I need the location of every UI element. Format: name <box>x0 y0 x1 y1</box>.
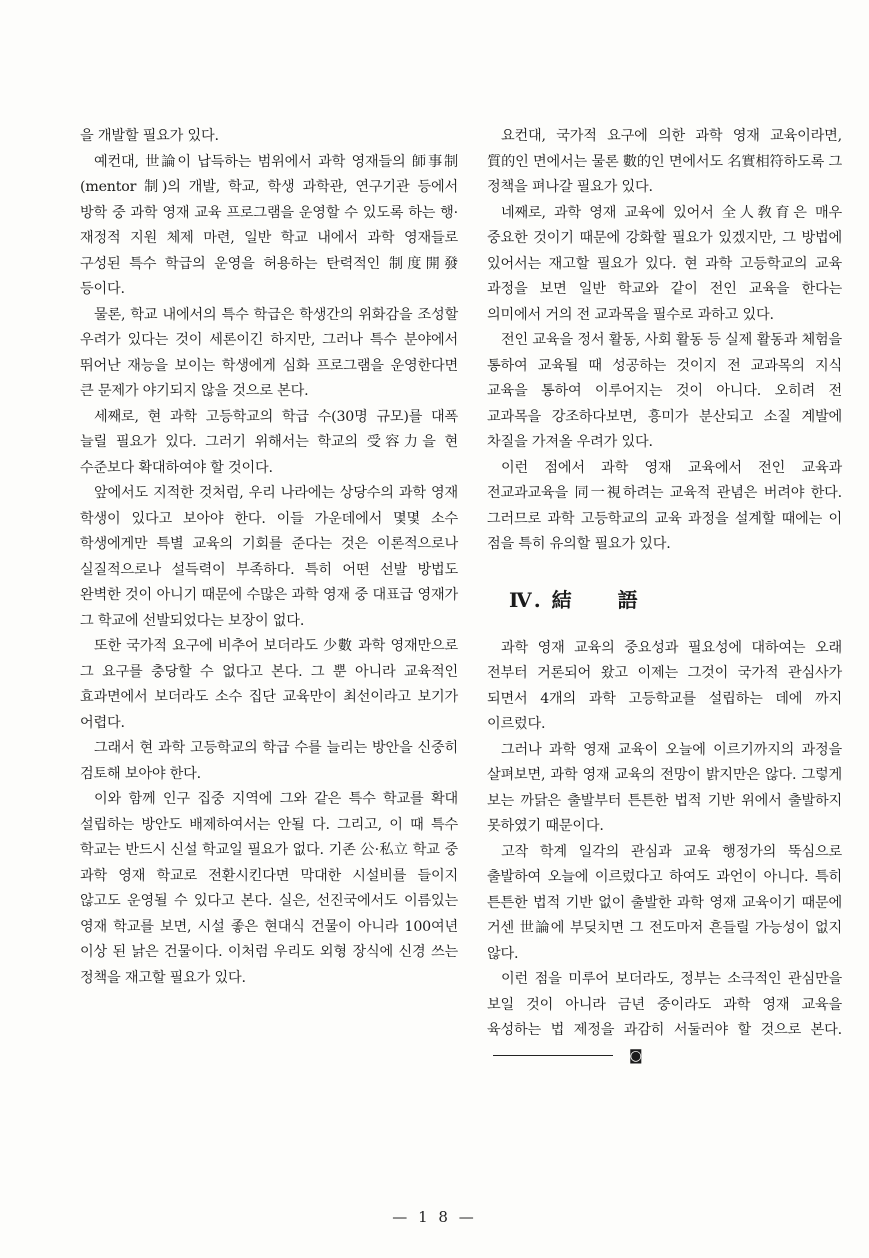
paragraph: 요컨대, 국가적 요구에 의한 과학 영재 교육이라면, 質的인 면에서는 물론 數的인 면에서도 名實相符하도록 그 정책을 펴나갈 필요가 있다. <box>487 128 842 195</box>
paragraph: 이런 점에서 과학 영재 교육에서 전인 교육과 전교과교육을 同一視하려는 교육적 관념은 버려야 한다. 그러므로 과학 고등학교의 교육 과정을 설계할 때에는 이 점을 특히 유의할 필요가 있다. <box>487 459 842 552</box>
right-column <box>487 124 842 1069</box>
paragraph: 네째로, 과학 영재 교육에 있어서 全人敎育은 매우 중요한 것이기 때문에 강화할 필요가 있겠지만, 그 방법에 있어서는 재고할 필요가 있다. 현 과학 고등학교의 교육 과정을 보면 일반 학교와 같이 전인 교육을 한다는 의미에서 거의 전 교과목을 필수로 과하고 있다. <box>487 204 842 323</box>
paragraph: 전인 교육을 정서 활동, 사회 활동 등 실제 활동과 체험을 통하여 교육될 때 성공하는 것이지 전 교과목의 지식 교육을 통하여 이루어지는 것이 아니다. 오히려 전 교과목을 강조하다보면, 흥미가 분산되고 소질 계발에 차질을 가져올 우려가 있다. <box>487 332 842 450</box>
paragraph <box>487 967 842 1069</box>
paragraph: 이와 함께 인구 집중 지역에 그와 같은 특수 학교를 확대 설립하는 방안도 배제하여서는 안될 다. 그리고, 이 때 특수 학교는 반드시 신설 학교일 필요가 없다. 기존 公·私立 학교 중 과학 영재 학교로 전환시킨다면 막대한 시설비를 들이지 않고도 운영될 수 있다고 본다. 실은, 선진국에서도 이름있는 영재 학교를 보면, 시설 좋은 현대식 건물이 아니라 100여년 이상 된 낡은 건물이다. 이처럼 우리도 외형 장식에 신경 쓰는 정책을 재고할 필요가 있다. <box>80 791 458 986</box>
end-rule <box>493 1055 613 1056</box>
left-column <box>80 124 458 991</box>
paragraph: 그러나 과학 영재 교육이 오늘에 이르기까지의 과정을 살펴보면, 과학 영재 교육의 전망이 밝지만은 않다. 그렇게 보는 까닭은 출발부터 튼튼한 법적 기반 위에서 출발하지 못하였기 때문이다. <box>487 741 842 834</box>
paragraph: 예컨대, 世論이 납득하는 범위에서 과학 영재들의 師事制(mentor 制)의 개발, 학교, 학생 과학관, 연구기관 등에서 방학 중 과학 영재 교육 프로그램을 운영할 수 있도록 하는 행·재정적 지원 체제 마련, 일반 학교 내에서 과학 영재들로 구성된 특수 학급의 운영을 허용하는 탄력적인 制度開發 등이다. <box>80 153 458 297</box>
page-number: — 1 8 — <box>392 1208 477 1226</box>
paragraph: 물론, 학교 내에서의 특수 학급은 학생간의 위화감을 조성할 우려가 있다는 것이 세론이긴 하지만, 그러나 특수 분야에서 뛰어난 재능을 보이는 학생에게 심화 프로그램을 운영한다면 큰 문제가 야기되지 않을 것으로 본다. <box>80 306 458 399</box>
paragraph: 앞에서도 지적한 것처럼, 우리 나라에는 상당수의 과학 영재 학생이 있다고 보아야 한다. 이들 가운데에서 몇몇 소수 학생에게만 특별 교육의 기회를 준다는 것은 이론적으로나 실질적으로나 설득력이 부족하다. 특히 어떤 선발 방법도 완벽한 것이 아니기 때문에 수많은 과학 영재 중 대표급 영재가 그 학교에 선발되었다는 보장이 없다. <box>80 485 458 629</box>
paragraph: 그래서 현 과학 고등학교의 학급 수를 늘리는 방안을 신중히 검토해 보아야 한다. <box>80 740 458 782</box>
paragraph: 을 개발할 필요가 있다. <box>80 128 219 144</box>
section-heading: Ⅳ. 結 語 <box>509 587 640 612</box>
end-mark-icon: ◙ <box>629 1047 643 1064</box>
paragraph: 과학 영재 교육의 중요성과 필요성에 대하여는 오래 전부터 거론되어 왔고 이제는 그것이 국가적 관심사가 되면서 4개의 과학 고등학교를 설립하는 데에 까지 이르렀다. <box>487 639 842 732</box>
paragraph: 또한 국가적 요구에 비추어 보더라도 少數 과학 영재만으로 그 요구를 충당할 수 없다고 본다. 그 뿐 아니라 교육적인 효과면에서 보더라도 소수 집단 교육만이 최선이라고 보기가 어렵다. <box>80 638 458 731</box>
paragraph: 세째로, 현 과학 고등학교의 학급 수(30명 규모)를 대폭 늘릴 필요가 있다. 그러기 위해서는 학교의 受容力을 현 수준보다 확대하여야 할 것이다. <box>80 408 458 476</box>
paragraph: 고작 학계 일각의 관심과 교육 행정가의 뚝심으로 출발하여 오늘에 이르렀다고 하여도 과언이 아니다. 특히 튼튼한 법적 기반 없이 출발한 과학 영재 교육이기 때문에 거센 世論에 부딪치면 그 전도마저 흔들릴 가능성이 없지 않다. <box>487 843 842 962</box>
paragraph-text: 이런 점을 미루어 보더라도, 정부는 소극적인 관심만을 보일 것이 아니라 금년 중이라도 과학 영재 교육을 육성하는 법 제정을 과감히 서둘러야 할 것으로 본다. <box>487 971 842 1038</box>
